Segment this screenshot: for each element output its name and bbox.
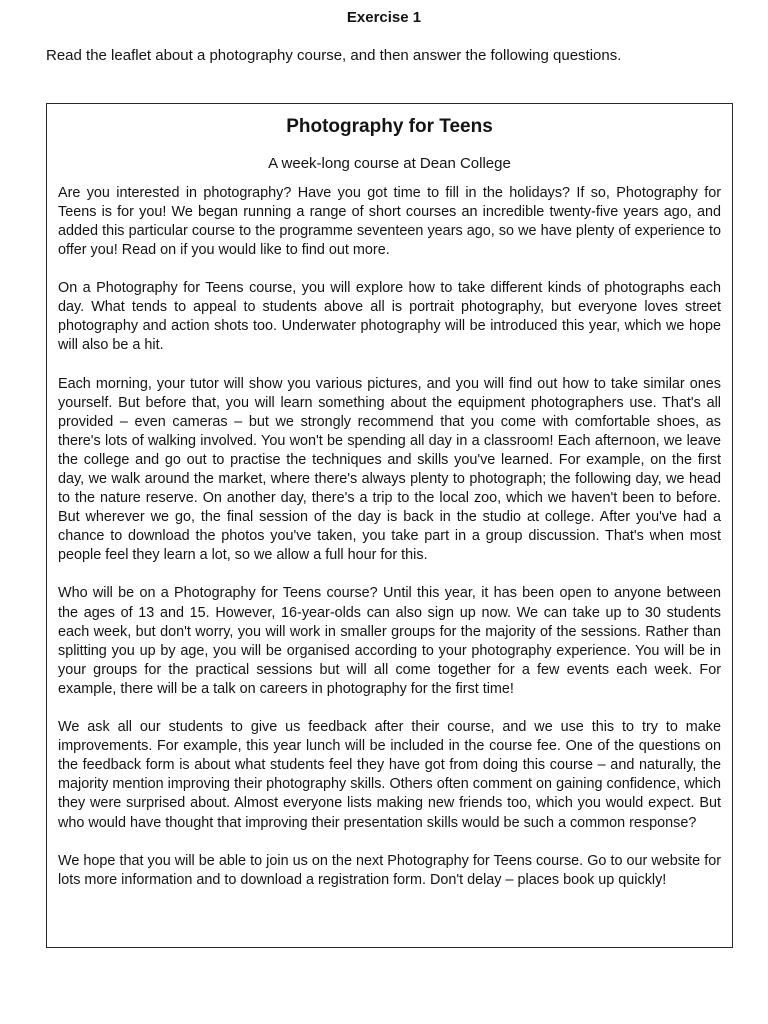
leaflet-paragraph-intro: Are you interested in photography? Have you got time to fill in the holidays? If so, Photography for Teens is for you! We began running a range of short courses an incredible twenty-five years ago, and added this particular course to the programme seventeen years ago, so we have plenty of experience to offer you! Read on if you would like to find out more. — [58, 184, 721, 259]
leaflet-paragraph-daily-schedule: Each morning, your tutor will show you various pictures, and you will find out how to take similar ones yourself. But before that, you will learn something about the equipment photographers use. That's all provided – even cameras – but we strongly recommend that you come with comfortable shoes, as there's lots of walking involved. You won't be spending all day in a classroom! Each afternoon, we leave the college and go out to practise the techniques and skills you've learned. For example, on the first day, we walk around the market, where there's always plenty to photograph; the following day, we head to the nature reserve. On another day, there's a trip to the local zoo, which we haven't been to before. But wherever we go, the final session of the day is back in the studio at college. After you've had a chance to download the photos you've taken, you take part in a group discussion. That's when most people feel they learn a lot, so we allow a full hour for this. — [58, 375, 721, 564]
leaflet-title: Photography for Teens — [286, 116, 493, 137]
leaflet-paragraph-feedback: We ask all our students to give us feedback after their course, and we use this to try to make improvements. For example, this year lunch will be included in the course fee. One of the questions on the feedback form is about what students feel they have got from doing this course – and naturally, the majority mention improving their photography skills. Others often comment on gaining confidence, which they were surprised about. Almost everyone lists making new friends too, which you would expect. But who would have thought that improving their presentation skills would be such a common response? — [58, 719, 721, 831]
instruction-text: Read the leaflet about a photography course, and then answer the following questions. — [46, 47, 622, 64]
exercise-title: Exercise 1 — [346, 9, 422, 26]
leaflet-paragraph-students: Who will be on a Photography for Teens course? Until this year, it has been open to anyone between the ages of 13 and 15. However, 16-year-olds can also sign up now. We can take up to 30 students each week, but don't worry, you will work in smaller groups for the majority of the sessions. Rather than splitting you up by age, you will be organised according to your photography experience. You will be in your groups for the practical sessions but will all come together for a few events each week. For example, there will be a talk on careers in photography for the first time! — [58, 585, 721, 697]
leaflet-subtitle: A week-long course at Dean College — [268, 154, 511, 172]
leaflet-paragraph-photo-types: On a Photography for Teens course, you will explore how to take different kinds of photographs each day. What tends to appeal to students above all is portrait photography, but everyone loves street photography and action shots too. Underwater photography will be introduced this year, which we hope will also be a hit. — [58, 280, 721, 354]
leaflet-box — [46, 103, 733, 948]
leaflet-paragraph-closing: We hope that you will be able to join us on the next Photography for Teens course. Go to our website for lots more information and to download a registration form. Don't delay – places book up quickly! — [58, 852, 721, 888]
